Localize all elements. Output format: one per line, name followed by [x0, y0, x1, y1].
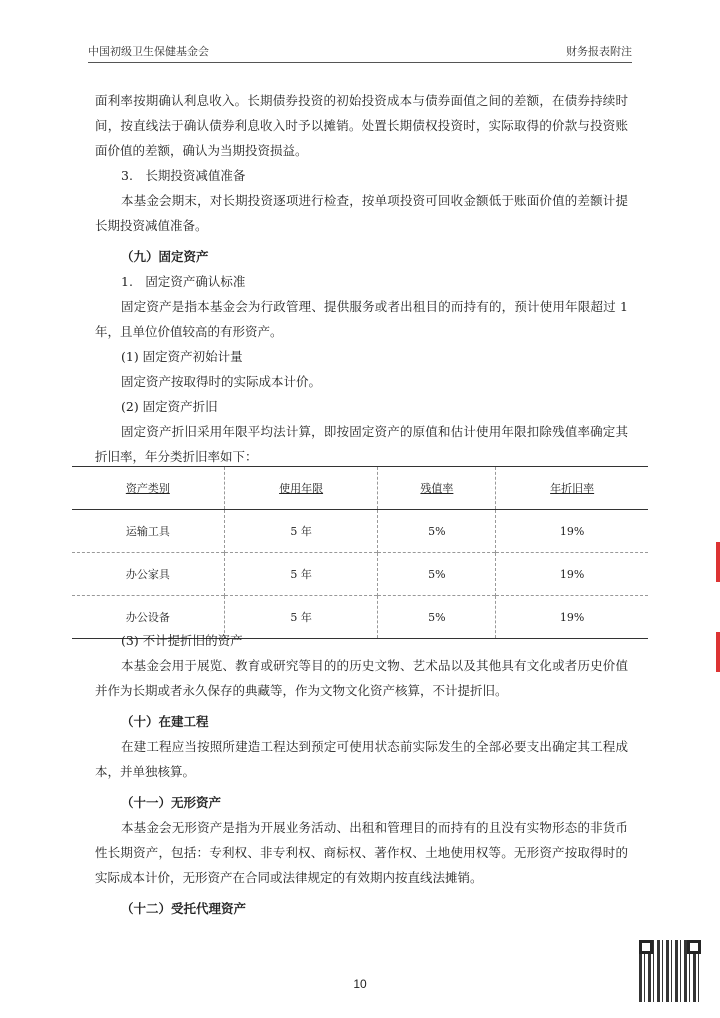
sub2-text: 固定资产折旧采用年限平均法计算，即按固定资产的原值和估计使用年限扣除残值率确定其折旧率，年分类折旧率如下：: [95, 424, 628, 464]
item-impairment-heading: 3. 长期投资减值准备: [121, 168, 246, 183]
sub3-text: 本基金会用于展览、教育或研究等目的的历史文物、艺术品以及其他具有文化或者历史价值并作为长期或者永久保存的典藏等，作为文物文化资产核算，不计提折旧。: [95, 658, 628, 698]
paragraph-impairment: 本基金会期末，对长期投资逐项进行检查，按单项投资可回收金额低于账面价值的差额计提长期投资减值准备。: [95, 193, 628, 233]
red-stamp-edge: [716, 632, 720, 672]
paragraph-bond-interest: 面利率按期确认利息收入。长期债券投资的初始投资成本与债券面值之间的差额，在债券持续时间，按直线法于确认债券利息收入时予以摊销。处置长期债权投资时，实际取得的价款与投资账面价值的差额，确认为当期投资损益。: [95, 93, 628, 158]
item1-heading: 1. 固定资产确认标准: [121, 274, 246, 289]
content-top: [95, 88, 628, 469]
qr-code: [639, 940, 701, 1002]
section10-title: （十）在建工程: [121, 714, 209, 729]
table-cell: 5%: [378, 510, 496, 553]
content-bottom: [95, 628, 628, 921]
col-useful-life: 使用年限: [224, 467, 378, 510]
item1-text: 固定资产是指本基金会为行政管理、提供服务或者出租目的而持有的，预计使用年限超过 1 年，且单位价值较高的有形资产。: [95, 299, 628, 339]
page-header: [88, 40, 632, 63]
table-cell: 办公设备: [125, 611, 170, 624]
col-residual-rate: 残值率: [378, 467, 496, 510]
red-stamp-edge: [716, 542, 720, 582]
section11-title: （十一）无形资产: [121, 795, 222, 810]
table-header-row: [72, 467, 648, 510]
table-cell: 5 年: [224, 510, 378, 553]
table-cell: 5%: [378, 596, 496, 639]
section12-title: （十二）受托代理资产: [121, 901, 247, 916]
sub1-text: 固定资产按取得时的实际成本计价。: [121, 374, 322, 389]
col-asset-category: 资产类别: [125, 482, 170, 495]
depreciation-table: [72, 466, 648, 639]
table-cell: 5 年: [224, 596, 378, 639]
sub3-heading: (3) 不计提折旧的资产: [121, 633, 243, 648]
table-cell: 5%: [378, 553, 496, 596]
sub1-heading: (1) 固定资产初始计量: [121, 349, 243, 364]
table-cell: 19%: [496, 596, 648, 639]
section11-text: 本基金会无形资产是指为开展业务活动、出租和管理目的而持有的且没有实物形态的非货币性长期资产，包括：专利权、非专利权、商标权、著作权、土地使用权等。无形资产按取得时的实际成本计价，无形资产在合同或法律规定的有效期内按直线法摊销。: [95, 820, 628, 885]
table-row: [72, 553, 648, 596]
section9-title: （九）固定资产: [121, 249, 209, 264]
table-row: [72, 510, 648, 553]
header-section: 财务报表附注: [566, 45, 632, 58]
col-annual-rate: 年折旧率: [496, 467, 648, 510]
table-cell: 19%: [496, 553, 648, 596]
table-cell: 19%: [496, 510, 648, 553]
header-organization: 中国初级卫生保健基金会: [88, 45, 209, 58]
page-number: 10: [353, 977, 367, 991]
table-cell: 运输工具: [125, 525, 170, 538]
sub2-heading: (2) 固定资产折旧: [121, 399, 218, 414]
section10-text: 在建工程应当按照所建造工程达到预定可使用状态前实际发生的全部必要支出确定其工程成本，并单独核算。: [95, 739, 628, 779]
table-cell: 办公家具: [125, 568, 170, 581]
table-cell: 5 年: [224, 553, 378, 596]
